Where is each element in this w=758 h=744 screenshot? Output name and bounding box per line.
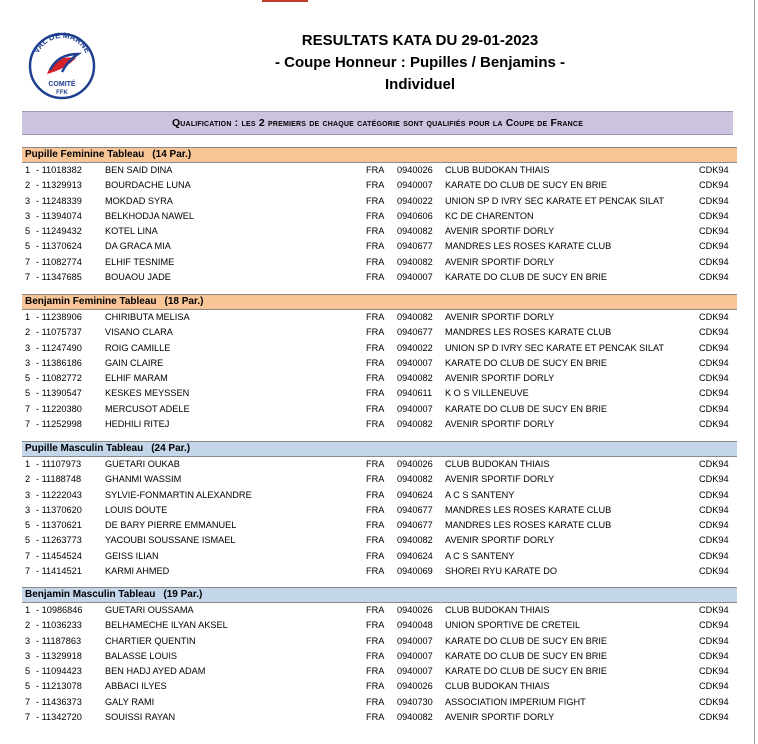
athlete-name-cell: ROIG CAMILLE	[105, 342, 171, 353]
nationality-cell: FRA	[366, 681, 385, 692]
table-row	[22, 603, 737, 618]
committee-cell: CDK94	[699, 520, 729, 531]
rank-cell: 5	[25, 681, 31, 692]
committee-cell: CDK94	[699, 489, 729, 500]
table-row	[22, 710, 737, 725]
club-code-cell: 0940082	[397, 474, 433, 485]
committee-cell: CDK94	[699, 650, 729, 661]
club-code-cell: 0940026	[397, 459, 433, 469]
athlete-name-cell: YACOUBI SOUSSANE ISMAEL	[105, 535, 236, 546]
table-row	[22, 255, 737, 270]
club-name-cell: AVENIR SPORTIF DORLY	[445, 373, 555, 384]
committee-cell: CDK94	[699, 342, 729, 353]
club-code-cell: 0940082	[397, 256, 433, 267]
rank-cell: 5	[25, 226, 31, 237]
nationality-cell: FRA	[366, 474, 385, 485]
committee-cell: CDK94	[699, 635, 729, 646]
nationality-cell: FRA	[366, 210, 385, 221]
club-name-cell: KARATE DO CLUB DE SUCY EN BRIE	[445, 666, 608, 677]
table-row	[22, 695, 737, 710]
rank-cell: 3	[25, 650, 31, 661]
club-code-cell: 0940082	[397, 312, 433, 322]
club-name-cell: UNION SPORTIVE DE CRETEIL	[445, 620, 581, 631]
logo-org-text: FFK	[56, 90, 68, 96]
athlete-name-cell: GUETARI OUSSAMA	[105, 605, 194, 615]
committee-cell: CDK94	[699, 241, 729, 252]
participant-count: (18 Par.)	[164, 296, 204, 307]
license-cell: - 11386186	[36, 357, 82, 368]
nationality-cell: FRA	[366, 241, 385, 252]
committee-cell: CDK94	[699, 312, 729, 322]
committee-cell: CDK94	[699, 272, 729, 283]
rank-cell: 7	[25, 712, 31, 723]
club-name-cell: K O S VILLENEUVE	[445, 388, 529, 399]
participant-count: (24 Par.)	[151, 443, 191, 454]
club-code-cell: 0940026	[397, 681, 433, 692]
rank-cell: 1	[25, 605, 31, 615]
club-code-cell: 0940677	[397, 520, 433, 531]
athlete-name-cell: MERCUSOT ADELE	[105, 403, 190, 414]
rank-cell: 3	[25, 357, 31, 368]
top-edge-mark	[262, 0, 308, 2]
committee-cell: CDK94	[699, 195, 729, 206]
category-title: Pupille Masculin Tableau	[25, 443, 144, 454]
category-section	[22, 294, 737, 432]
table-row	[22, 270, 737, 285]
table-row	[22, 371, 737, 386]
club-code-cell: 0940026	[397, 605, 433, 615]
rank-cell: 2	[25, 327, 31, 338]
rank-cell: 5	[25, 666, 31, 677]
license-cell: - 11188748	[36, 474, 82, 485]
license-cell: - 11082772	[36, 373, 82, 384]
athlete-name-cell: GAIN CLAIRE	[105, 357, 164, 368]
license-cell: - 11220380	[36, 403, 82, 414]
club-code-cell: 0940007	[397, 180, 433, 191]
committee-cell: CDK94	[699, 256, 729, 267]
nationality-cell: FRA	[366, 504, 385, 515]
participant-count: (19 Par.)	[163, 589, 203, 600]
club-name-cell: AVENIR SPORTIF DORLY	[445, 226, 555, 237]
category-header	[22, 441, 737, 457]
table-row	[22, 386, 737, 401]
rank-cell: 3	[25, 210, 31, 221]
rank-cell: 1	[25, 312, 31, 322]
club-name-cell: MANDRES LES ROSES KARATE CLUB	[445, 241, 612, 252]
committee-cell: CDK94	[699, 357, 729, 368]
page-subtitle: - Coupe Honneur : Pupilles / Benjamins -	[274, 54, 566, 71]
committee-cell: CDK94	[699, 550, 729, 561]
qualification-banner: Qualification : les 2 premiers de chaque catégorie sont qualifiés pour la Coupe de France	[22, 111, 733, 135]
category-title: Pupille Feminine Tableau	[25, 149, 145, 160]
committee-cell: CDK94	[699, 180, 729, 191]
committee-cell: CDK94	[699, 535, 729, 546]
club-name-cell: AVENIR SPORTIF DORLY	[445, 712, 555, 723]
nationality-cell: FRA	[366, 419, 385, 430]
category-header	[22, 294, 737, 310]
club-code-cell: 0940082	[397, 373, 433, 384]
table-row	[22, 163, 737, 178]
committee-cell: CDK94	[699, 226, 729, 237]
club-name-cell: CLUB BUDOKAN THIAIS	[445, 605, 550, 615]
athlete-name-cell: KARMI AHMED	[105, 566, 170, 577]
committee-cell: CDK94	[699, 566, 729, 577]
club-name-cell: KARATE DO CLUB DE SUCY EN BRIE	[445, 272, 608, 283]
table-row	[22, 503, 737, 518]
club-name-cell: KC DE CHARENTON	[445, 210, 534, 221]
nationality-cell: FRA	[366, 403, 385, 414]
nationality-cell: FRA	[366, 180, 385, 191]
club-code-cell: 0940007	[397, 357, 433, 368]
rank-cell: 5	[25, 241, 31, 252]
club-name-cell: KARATE DO CLUB DE SUCY EN BRIE	[445, 650, 608, 661]
license-cell: - 11370621	[36, 520, 82, 531]
rank-cell: 7	[25, 696, 31, 707]
athlete-name-cell: ABBACI ILYES	[105, 681, 167, 692]
table-row	[22, 402, 737, 417]
athlete-name-cell: DA GRACA MIA	[105, 241, 171, 252]
nationality-cell: FRA	[366, 195, 385, 206]
rank-cell: 1	[25, 165, 31, 175]
athlete-name-cell: BELKHODJA NAWEL	[105, 210, 195, 221]
club-name-cell: CLUB BUDOKAN THIAIS	[445, 681, 550, 692]
category-title: Benjamin Masculin Tableau	[25, 589, 156, 600]
license-cell: - 11213078	[36, 681, 82, 692]
participant-count: (14 Par.)	[152, 149, 192, 160]
table-row	[22, 664, 737, 679]
nationality-cell: FRA	[366, 520, 385, 531]
athlete-name-cell: LOUIS DOUTE	[105, 504, 168, 515]
table-row	[22, 356, 737, 371]
table-row	[22, 457, 737, 472]
nationality-cell: FRA	[366, 459, 385, 469]
nationality-cell: FRA	[366, 489, 385, 500]
committee-cell: CDK94	[699, 373, 729, 384]
license-cell: - 11329918	[36, 650, 82, 661]
page-border	[754, 0, 755, 744]
table-row	[22, 472, 737, 487]
category-title: Benjamin Feminine Tableau	[25, 296, 157, 307]
athlete-name-cell: GUETARI OUKAB	[105, 459, 180, 469]
club-name-cell: MANDRES LES ROSES KARATE CLUB	[445, 504, 612, 515]
logo-bottom-text: COMITÉ	[48, 81, 76, 88]
club-code-cell: 0940624	[397, 489, 433, 500]
nationality-cell: FRA	[366, 312, 385, 322]
athlete-name-cell: BEN SAID DINA	[105, 165, 173, 175]
table-row	[22, 618, 737, 633]
club-code-cell: 0940730	[397, 696, 433, 707]
committee-cell: CDK94	[699, 605, 729, 615]
club-code-cell: 0940082	[397, 226, 433, 237]
athlete-name-cell: MOKDAD SYRA	[105, 195, 173, 206]
rank-cell: 7	[25, 256, 31, 267]
athlete-name-cell: GHANMI WASSIM	[105, 474, 182, 485]
nationality-cell: FRA	[366, 666, 385, 677]
athlete-name-cell: KOTEL LINA	[105, 226, 158, 237]
nationality-cell: FRA	[366, 226, 385, 237]
club-name-cell: AVENIR SPORTIF DORLY	[445, 256, 555, 267]
table-row	[22, 549, 737, 564]
nationality-cell: FRA	[366, 342, 385, 353]
category-header	[22, 587, 737, 603]
club-name-cell: AVENIR SPORTIF DORLY	[445, 535, 555, 546]
rank-cell: 7	[25, 566, 31, 577]
athlete-name-cell: GEISS ILIAN	[105, 550, 159, 561]
category-section	[22, 441, 737, 579]
committee-cell: CDK94	[699, 388, 729, 399]
license-cell: - 11263773	[36, 535, 82, 546]
nationality-cell: FRA	[366, 650, 385, 661]
committee-cell: CDK94	[699, 403, 729, 414]
license-cell: - 11036233	[36, 620, 82, 631]
club-name-cell: UNION SP D IVRY SEC KARATE ET PENCAK SILAT	[445, 195, 665, 206]
rank-cell: 2	[25, 180, 31, 191]
table-row	[22, 310, 737, 325]
license-cell: - 11370624	[36, 241, 82, 252]
club-name-cell: KARATE DO CLUB DE SUCY EN BRIE	[445, 357, 608, 368]
athlete-name-cell: BALASSE LOUIS	[105, 650, 178, 661]
nationality-cell: FRA	[366, 165, 385, 175]
nationality-cell: FRA	[366, 712, 385, 723]
committee-cell: CDK94	[699, 210, 729, 221]
athlete-name-cell: SOUISSI RAYAN	[105, 712, 176, 723]
athlete-name-cell: CHARTIER QUENTIN	[105, 635, 196, 646]
athlete-name-cell: CHIRIBUTA MELISA	[105, 312, 190, 322]
nationality-cell: FRA	[366, 620, 385, 631]
committee-cell: CDK94	[699, 419, 729, 430]
rank-cell: 1	[25, 459, 31, 469]
table-row	[22, 239, 737, 254]
club-code-cell: 0940007	[397, 272, 433, 283]
nationality-cell: FRA	[366, 357, 385, 368]
license-cell: - 11094423	[36, 666, 82, 677]
athlete-name-cell: BOURDACHE LUNA	[105, 180, 191, 191]
rank-cell: 5	[25, 535, 31, 546]
rank-cell: 7	[25, 403, 31, 414]
table-row	[22, 679, 737, 694]
athlete-name-cell: VISANO CLARA	[105, 327, 173, 338]
committee-cell: CDK94	[699, 712, 729, 723]
nationality-cell: FRA	[366, 388, 385, 399]
table-row	[22, 518, 737, 533]
nationality-cell: FRA	[366, 272, 385, 283]
club-code-cell: 0940007	[397, 403, 433, 414]
category-section	[22, 147, 737, 285]
athlete-name-cell: ELHIF MARAM	[105, 373, 168, 384]
nationality-cell: FRA	[366, 373, 385, 384]
license-cell: - 11347685	[36, 272, 82, 283]
table-row	[22, 533, 737, 548]
athlete-name-cell: HEDHILI RITEJ	[105, 419, 170, 430]
rank-cell: 7	[25, 419, 31, 430]
committee-cell: CDK94	[699, 474, 729, 485]
athlete-name-cell: KESKES MEYSSEN	[105, 388, 190, 399]
club-code-cell: 0940611	[397, 388, 433, 399]
category-header	[22, 147, 737, 163]
club-name-cell: KARATE DO CLUB DE SUCY EN BRIE	[445, 180, 608, 191]
rank-cell: 3	[25, 342, 31, 353]
license-cell: - 11342720	[36, 712, 82, 723]
table-row	[22, 325, 737, 340]
license-cell: - 11390547	[36, 388, 82, 399]
committee-cell: CDK94	[699, 681, 729, 692]
club-code-cell: 0940082	[397, 419, 433, 430]
license-cell: - 11249432	[36, 226, 82, 237]
athlete-name-cell: GALY RAMI	[105, 696, 155, 707]
club-code-cell: 0940022	[397, 342, 433, 353]
license-cell: - 11247490	[36, 342, 82, 353]
club-code-cell: 0940624	[397, 550, 433, 561]
club-code-cell: 0940007	[397, 666, 433, 677]
rank-cell: 3	[25, 195, 31, 206]
license-cell: - 11329913	[36, 180, 82, 191]
license-cell: - 11248339	[36, 195, 82, 206]
table-row	[22, 209, 737, 224]
club-code-cell: 0940677	[397, 504, 433, 515]
license-cell: - 11222043	[36, 489, 82, 500]
rank-cell: 5	[25, 388, 31, 399]
nationality-cell: FRA	[366, 566, 385, 577]
club-name-cell: A C S SANTENY	[445, 550, 515, 561]
table-row	[22, 634, 737, 649]
license-cell: - 11018382	[36, 165, 82, 175]
table-row	[22, 488, 737, 503]
committee-cell: CDK94	[699, 666, 729, 677]
nationality-cell: FRA	[366, 605, 385, 615]
club-code-cell: 0940677	[397, 327, 433, 338]
document-title-block	[240, 30, 600, 96]
athlete-name-cell: DE BARY PIERRE EMMANUEL	[105, 520, 237, 531]
club-name-cell: MANDRES LES ROSES KARATE CLUB	[445, 327, 612, 338]
license-cell: - 11414521	[36, 566, 82, 577]
category-section	[22, 587, 737, 725]
license-cell: - 11187863	[36, 635, 82, 646]
club-name-cell: A C S SANTENY	[445, 489, 515, 500]
nationality-cell: FRA	[366, 550, 385, 561]
license-cell: - 11454524	[36, 550, 82, 561]
committee-cell: CDK94	[699, 327, 729, 338]
nationality-cell: FRA	[366, 535, 385, 546]
rank-cell: 5	[25, 520, 31, 531]
athlete-name-cell: BEN HADJ AYED ADAM	[105, 666, 206, 677]
club-name-cell: MANDRES LES ROSES KARATE CLUB	[445, 520, 612, 531]
table-row	[22, 649, 737, 664]
committee-cell: CDK94	[699, 620, 729, 631]
club-code-cell: 0940007	[397, 635, 433, 646]
club-name-cell: ASSOCIATION IMPERIUM FIGHT	[445, 696, 586, 707]
rank-cell: 5	[25, 373, 31, 384]
club-name-cell: AVENIR SPORTIF DORLY	[445, 419, 555, 430]
club-name-cell: KARATE DO CLUB DE SUCY EN BRIE	[445, 403, 608, 414]
club-name-cell: CLUB BUDOKAN THIAIS	[445, 165, 550, 175]
athlete-name-cell: SYLVIE-FONMARTIN ALEXANDRE	[105, 489, 252, 500]
rank-cell: 3	[25, 504, 31, 515]
table-row	[22, 178, 737, 193]
rank-cell: 7	[25, 550, 31, 561]
nationality-cell: FRA	[366, 256, 385, 267]
club-name-cell: CLUB BUDOKAN THIAIS	[445, 459, 550, 469]
license-cell: - 11394074	[36, 210, 82, 221]
license-cell: - 11370620	[36, 504, 82, 515]
table-row	[22, 224, 737, 239]
rank-cell: 2	[25, 620, 31, 631]
license-cell: - 11075737	[36, 327, 82, 338]
club-code-cell: 0940677	[397, 241, 433, 252]
rank-cell: 2	[25, 474, 31, 485]
club-code-cell: 0940022	[397, 195, 433, 206]
club-code-cell: 0940082	[397, 535, 433, 546]
license-cell: - 10986846	[36, 605, 83, 615]
committee-cell: CDK94	[699, 459, 729, 469]
club-name-cell: AVENIR SPORTIF DORLY	[445, 474, 555, 485]
club-code-cell: 0940026	[397, 165, 433, 175]
club-code-cell: 0940007	[397, 650, 433, 661]
table-row	[22, 341, 737, 356]
license-cell: - 11436373	[36, 696, 82, 707]
club-code-cell: 0940082	[397, 712, 433, 723]
table-row	[22, 417, 737, 432]
rank-cell: 3	[25, 635, 31, 646]
license-cell: - 11107973	[36, 459, 82, 469]
nationality-cell: FRA	[366, 327, 385, 338]
club-code-cell: 0940048	[397, 620, 433, 631]
rank-cell: 7	[25, 272, 31, 283]
club-name-cell: SHOREI RYU KARATE DO	[445, 566, 557, 577]
club-name-cell: AVENIR SPORTIF DORLY	[445, 312, 555, 322]
club-code-cell: 0940606	[397, 210, 433, 221]
athlete-name-cell: BOUAOU JADE	[105, 272, 171, 283]
nationality-cell: FRA	[366, 635, 385, 646]
athlete-name-cell: ELHIF TESNIME	[105, 256, 175, 267]
license-cell: - 11252998	[36, 419, 82, 430]
license-cell: - 11238906	[36, 312, 82, 322]
comite-logo-icon	[22, 30, 102, 102]
committee-cell: CDK94	[699, 696, 729, 707]
page-title: RESULTATS KATA DU 29-01-2023	[301, 32, 539, 49]
competition-mode: Individuel	[384, 76, 455, 93]
logo-top-text: VAL DE MARNE	[31, 30, 93, 55]
license-cell: - 11082774	[36, 256, 82, 267]
club-name-cell: UNION SP D IVRY SEC KARATE ET PENCAK SILAT	[445, 342, 665, 353]
rank-cell: 3	[25, 489, 31, 500]
table-row	[22, 194, 737, 209]
table-row	[22, 564, 737, 579]
committee-cell: CDK94	[699, 504, 729, 515]
athlete-name-cell: BELHAMECHE ILYAN AKSEL	[105, 620, 228, 631]
committee-cell: CDK94	[699, 165, 729, 175]
nationality-cell: FRA	[366, 696, 385, 707]
club-name-cell: KARATE DO CLUB DE SUCY EN BRIE	[445, 635, 608, 646]
club-code-cell: 0940069	[397, 566, 433, 577]
